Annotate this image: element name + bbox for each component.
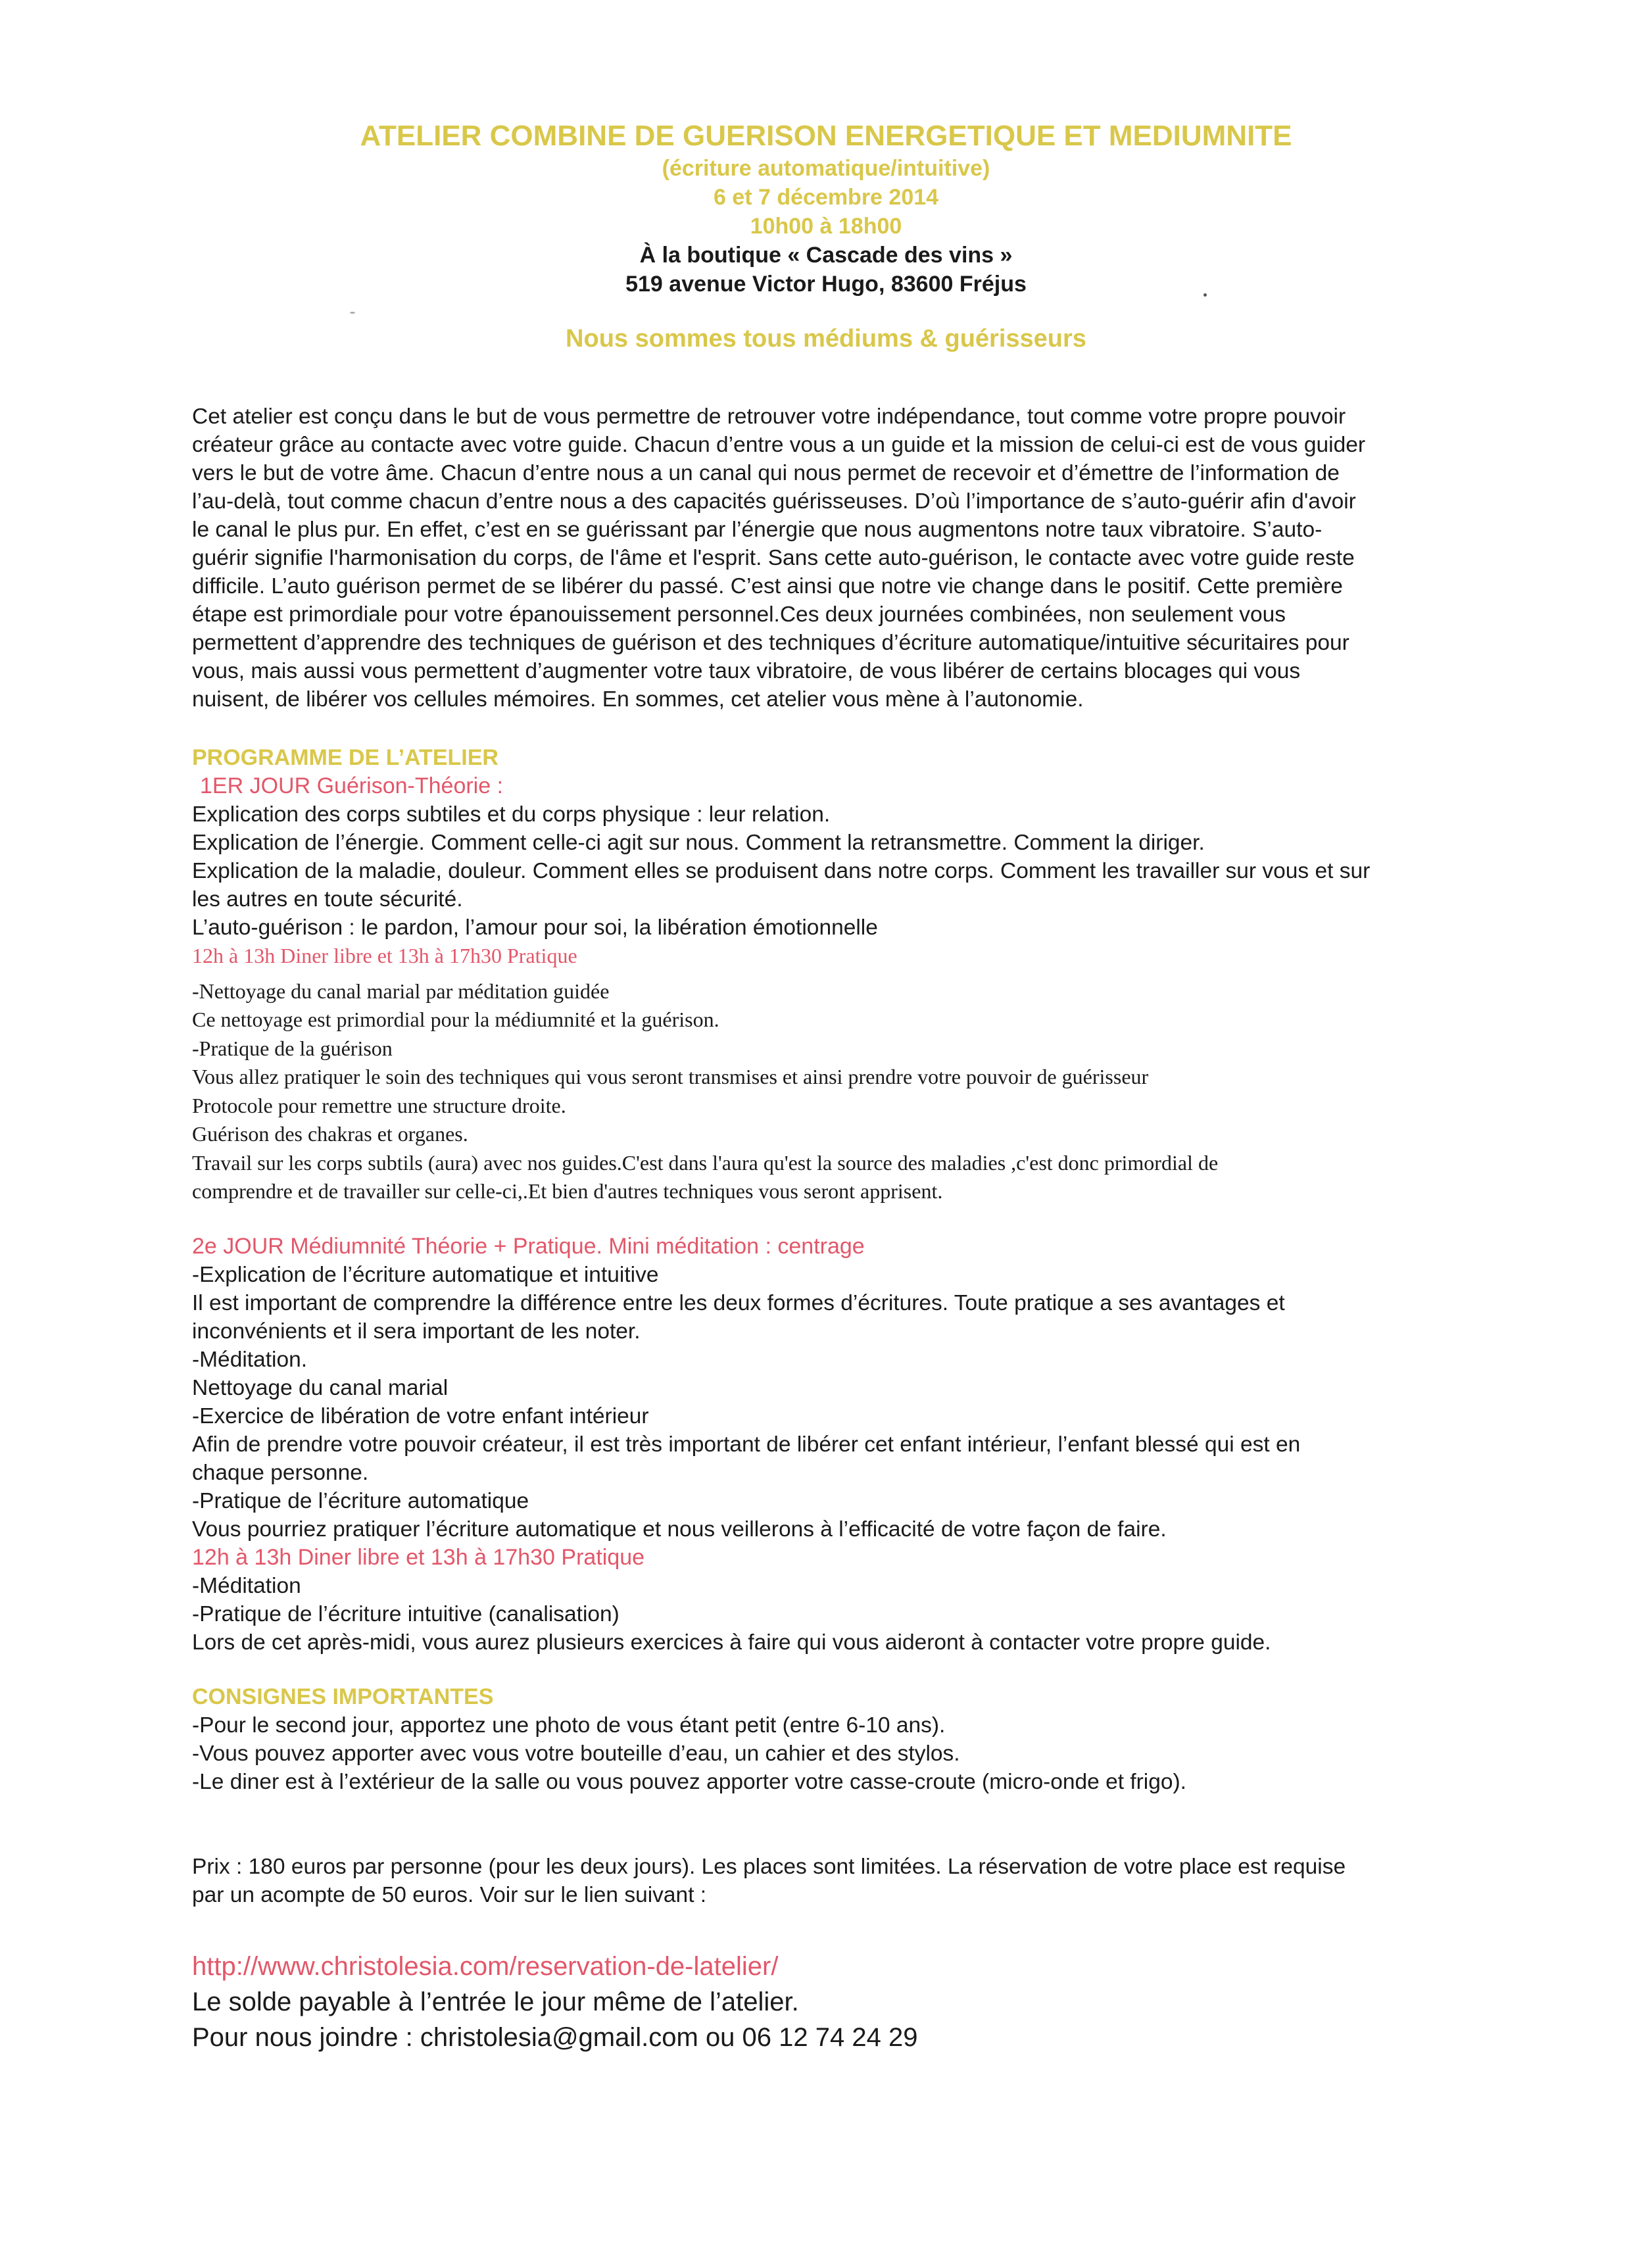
scan-speck: [350, 312, 355, 314]
day1-theory: [192, 800, 1494, 942]
subtitle: (écriture automatique/intuitive): [662, 156, 990, 181]
day2-morning: [192, 1261, 1494, 1544]
day2-line: Il est important de comprendre la différence entre les deux formes d’écritures. Toute pratique a ses avantages et: [192, 1290, 1285, 1315]
instructions-heading: CONSIGNES IMPORTANTES: [192, 1684, 494, 1709]
day1-practice-line: -Nettoyage du canal marial par méditation guidée: [192, 979, 610, 1003]
day1-heading: 1ER JOUR Guérison-Théorie :: [200, 773, 504, 798]
document-body: [192, 402, 1494, 2055]
day1-practice-line: -Pratique de la guérison: [192, 1036, 393, 1060]
program-heading: PROGRAMME DE L’ATELIER: [192, 745, 498, 770]
instruction-line: -Vous pouvez apporter avec vous votre bouteille d’eau, un cahier et des stylos.: [192, 1741, 960, 1766]
day2-line: Afin de prendre votre pouvoir créateur, il est très important de libérer cet enfant intérieur, l’enfant blessé qui est en: [192, 1432, 1301, 1457]
address: 519 avenue Victor Hugo, 83600 Fréjus: [625, 272, 1027, 297]
page-title: ATELIER COMBINE DE GUERISON ENERGETIQUE ET MEDIUMNITE: [360, 120, 1292, 152]
intro-line: le canal le plus pur. En effet, c’est en se guérissant par l’énergie que nous augmentons notre taux vibratoire. S’auto-: [192, 518, 1323, 542]
day1-practice-line: Vous allez pratiquer le soin des techniques qui vous seront transmises et ainsi prendre votre pouvoir de guérisseur: [192, 1065, 1149, 1088]
day2-line: -Explication de l’écriture automatique et intuitive: [192, 1262, 659, 1287]
motto: Nous sommes tous médiums & guérisseurs: [566, 325, 1086, 353]
reservation-link[interactable]: http://www.christolesia.com/reservation-de-latelier/: [192, 1951, 779, 1981]
intro-line: vers le but de votre âme. Chacun d’entre nous a un canal qui nous permet de recevoir et d’émettre de l’information de: [192, 461, 1340, 485]
day1-line: Explication de l’énergie. Comment celle-ci agit sur nous. Comment la retransmettre. Comment la diriger.: [192, 831, 1205, 855]
event-dates: 6 et 7 décembre 2014: [713, 185, 939, 210]
day1-practice: [192, 977, 1494, 1206]
day2-line: chaque personne.: [192, 1460, 369, 1485]
instruction-line: -Pour le second jour, apportez une photo de vous étant petit (entre 6-10 ans).: [192, 1713, 946, 1738]
day2-line: -Pratique de l’écriture automatique: [192, 1488, 529, 1513]
day1-line: les autres en toute sécurité.: [192, 887, 463, 912]
intro-line: créateur grâce au contacte avec votre guide. Chacun d’entre vous a un guide et la mission de celui-ci est de vous guider: [192, 433, 1365, 457]
pricing-line: par un acompte de 50 euros. Voir sur le lien suivant :: [192, 1882, 707, 1907]
day1-practice-line: Ce nettoyage est primordial pour la médiumnité et la guérison.: [192, 1008, 719, 1031]
intro-line: permettent d’apprendre des techniques de guérison et des techniques d’écriture automatique/intuitive sécuritaires pour: [192, 631, 1349, 655]
venue: À la boutique « Cascade des vins »: [639, 243, 1013, 268]
day1-practice-line: comprendre et de travailler sur celle-ci,.Et bien d'autres techniques vous seront apprisent.: [192, 1179, 943, 1203]
day1-line: Explication des corps subtiles et du corps physique : leur relation.: [192, 802, 831, 827]
day2-line: -Méditation.: [192, 1347, 308, 1372]
intro-line: étape est primordiale pour votre épanouissement personnel.Ces deux journées combinées, non seulement vous: [192, 602, 1286, 627]
day2-afternoon-line: Lors de cet après-midi, vous aurez plusieurs exercices à faire qui vous aideront à contacter votre propre guide.: [192, 1630, 1271, 1655]
pricing: [192, 1853, 1494, 1909]
day1-line: Explication de la maladie, douleur. Comment elles se produisent dans notre corps. Comment les travailler sur vous et sur: [192, 859, 1371, 883]
day1-line: L’auto-guérison : le pardon, l’amour pour soi, la libération émotionnelle: [192, 915, 878, 940]
day2-heading: 2e JOUR Médiumnité Théorie + Pratique. Mini méditation : centrage: [192, 1233, 865, 1259]
intro-line: difficile. L’auto guérison permet de se libérer du passé. C’est ainsi que notre vie change dans le positif. Cette première: [192, 574, 1343, 598]
pricing-line: Prix : 180 euros par personne (pour les deux jours). Les places sont limitées. La réservation de votre place est requise: [192, 1854, 1346, 1879]
day2-line: inconvénients et il sera important de les noter.: [192, 1319, 641, 1344]
day2-line: Vous pourriez pratiquer l’écriture automatique et nous veillerons à l’efficacité de votre façon de faire.: [192, 1517, 1167, 1542]
intro-line: nuisent, de libérer vos cellules mémoires. En sommes, cet atelier vous mène à l’autonomie.: [192, 687, 1084, 712]
header: [0, 118, 1652, 356]
day1-practice-line: Guérison des chakras et organes.: [192, 1122, 468, 1146]
contact-info: Pour nous joindre : christolesia@gmail.com ou 06 12 74 24 29: [192, 2022, 918, 2052]
day2-schedule: 12h à 13h Diner libre et 13h à 17h30 Pratique: [192, 1544, 645, 1570]
scan-speck: [1203, 293, 1207, 297]
day2-afternoon-line: -Méditation: [192, 1573, 301, 1598]
day2-line: Nettoyage du canal marial: [192, 1375, 449, 1400]
balance-note: Le solde payable à l’entrée le jour même de l’atelier.: [192, 1987, 799, 2016]
intro-line: l’au-delà, tout comme chacun d’entre nous a des capacités guérisseuses. D’où l’importance de s’auto-guérir afin d'avoir: [192, 489, 1356, 514]
intro-line: vous, mais aussi vous permettent d’augmenter votre taux vibratoire, de vous libérer de certains blocages qui vous: [192, 659, 1301, 683]
intro-paragraph: [192, 402, 1494, 714]
day2-afternoon: [192, 1572, 1494, 1657]
day2-afternoon-line: -Pratique de l’écriture intuitive (canalisation): [192, 1601, 620, 1626]
day1-practice-line: Protocole pour remettre une structure droite.: [192, 1093, 566, 1117]
intro-line: Cet atelier est conçu dans le but de vous permettre de retrouver votre indépendance, tout comme votre propre pouvoir: [192, 404, 1346, 429]
event-hours: 10h00 à 18h00: [750, 214, 902, 239]
instruction-line: -Le diner est à l’extérieur de la salle ou vous pouvez apporter votre casse-croute (micro-onde et frigo).: [192, 1769, 1186, 1794]
day1-practice-line: Travail sur les corps subtils (aura) avec nos guides.C'est dans l'aura qu'est la source des maladies ,c'est donc primordial de: [192, 1150, 1219, 1175]
intro-line: guérir signifie l'harmonisation du corps, de l'âme et l'esprit. Sans cette auto-guérison, le contacte avec votre guide reste: [192, 546, 1355, 570]
day2-line: -Exercice de libération de votre enfant intérieur: [192, 1403, 649, 1428]
instructions-list: [192, 1711, 1494, 1796]
day1-schedule: 12h à 13h Diner libre et 13h à 17h30 Pratique: [192, 944, 577, 967]
